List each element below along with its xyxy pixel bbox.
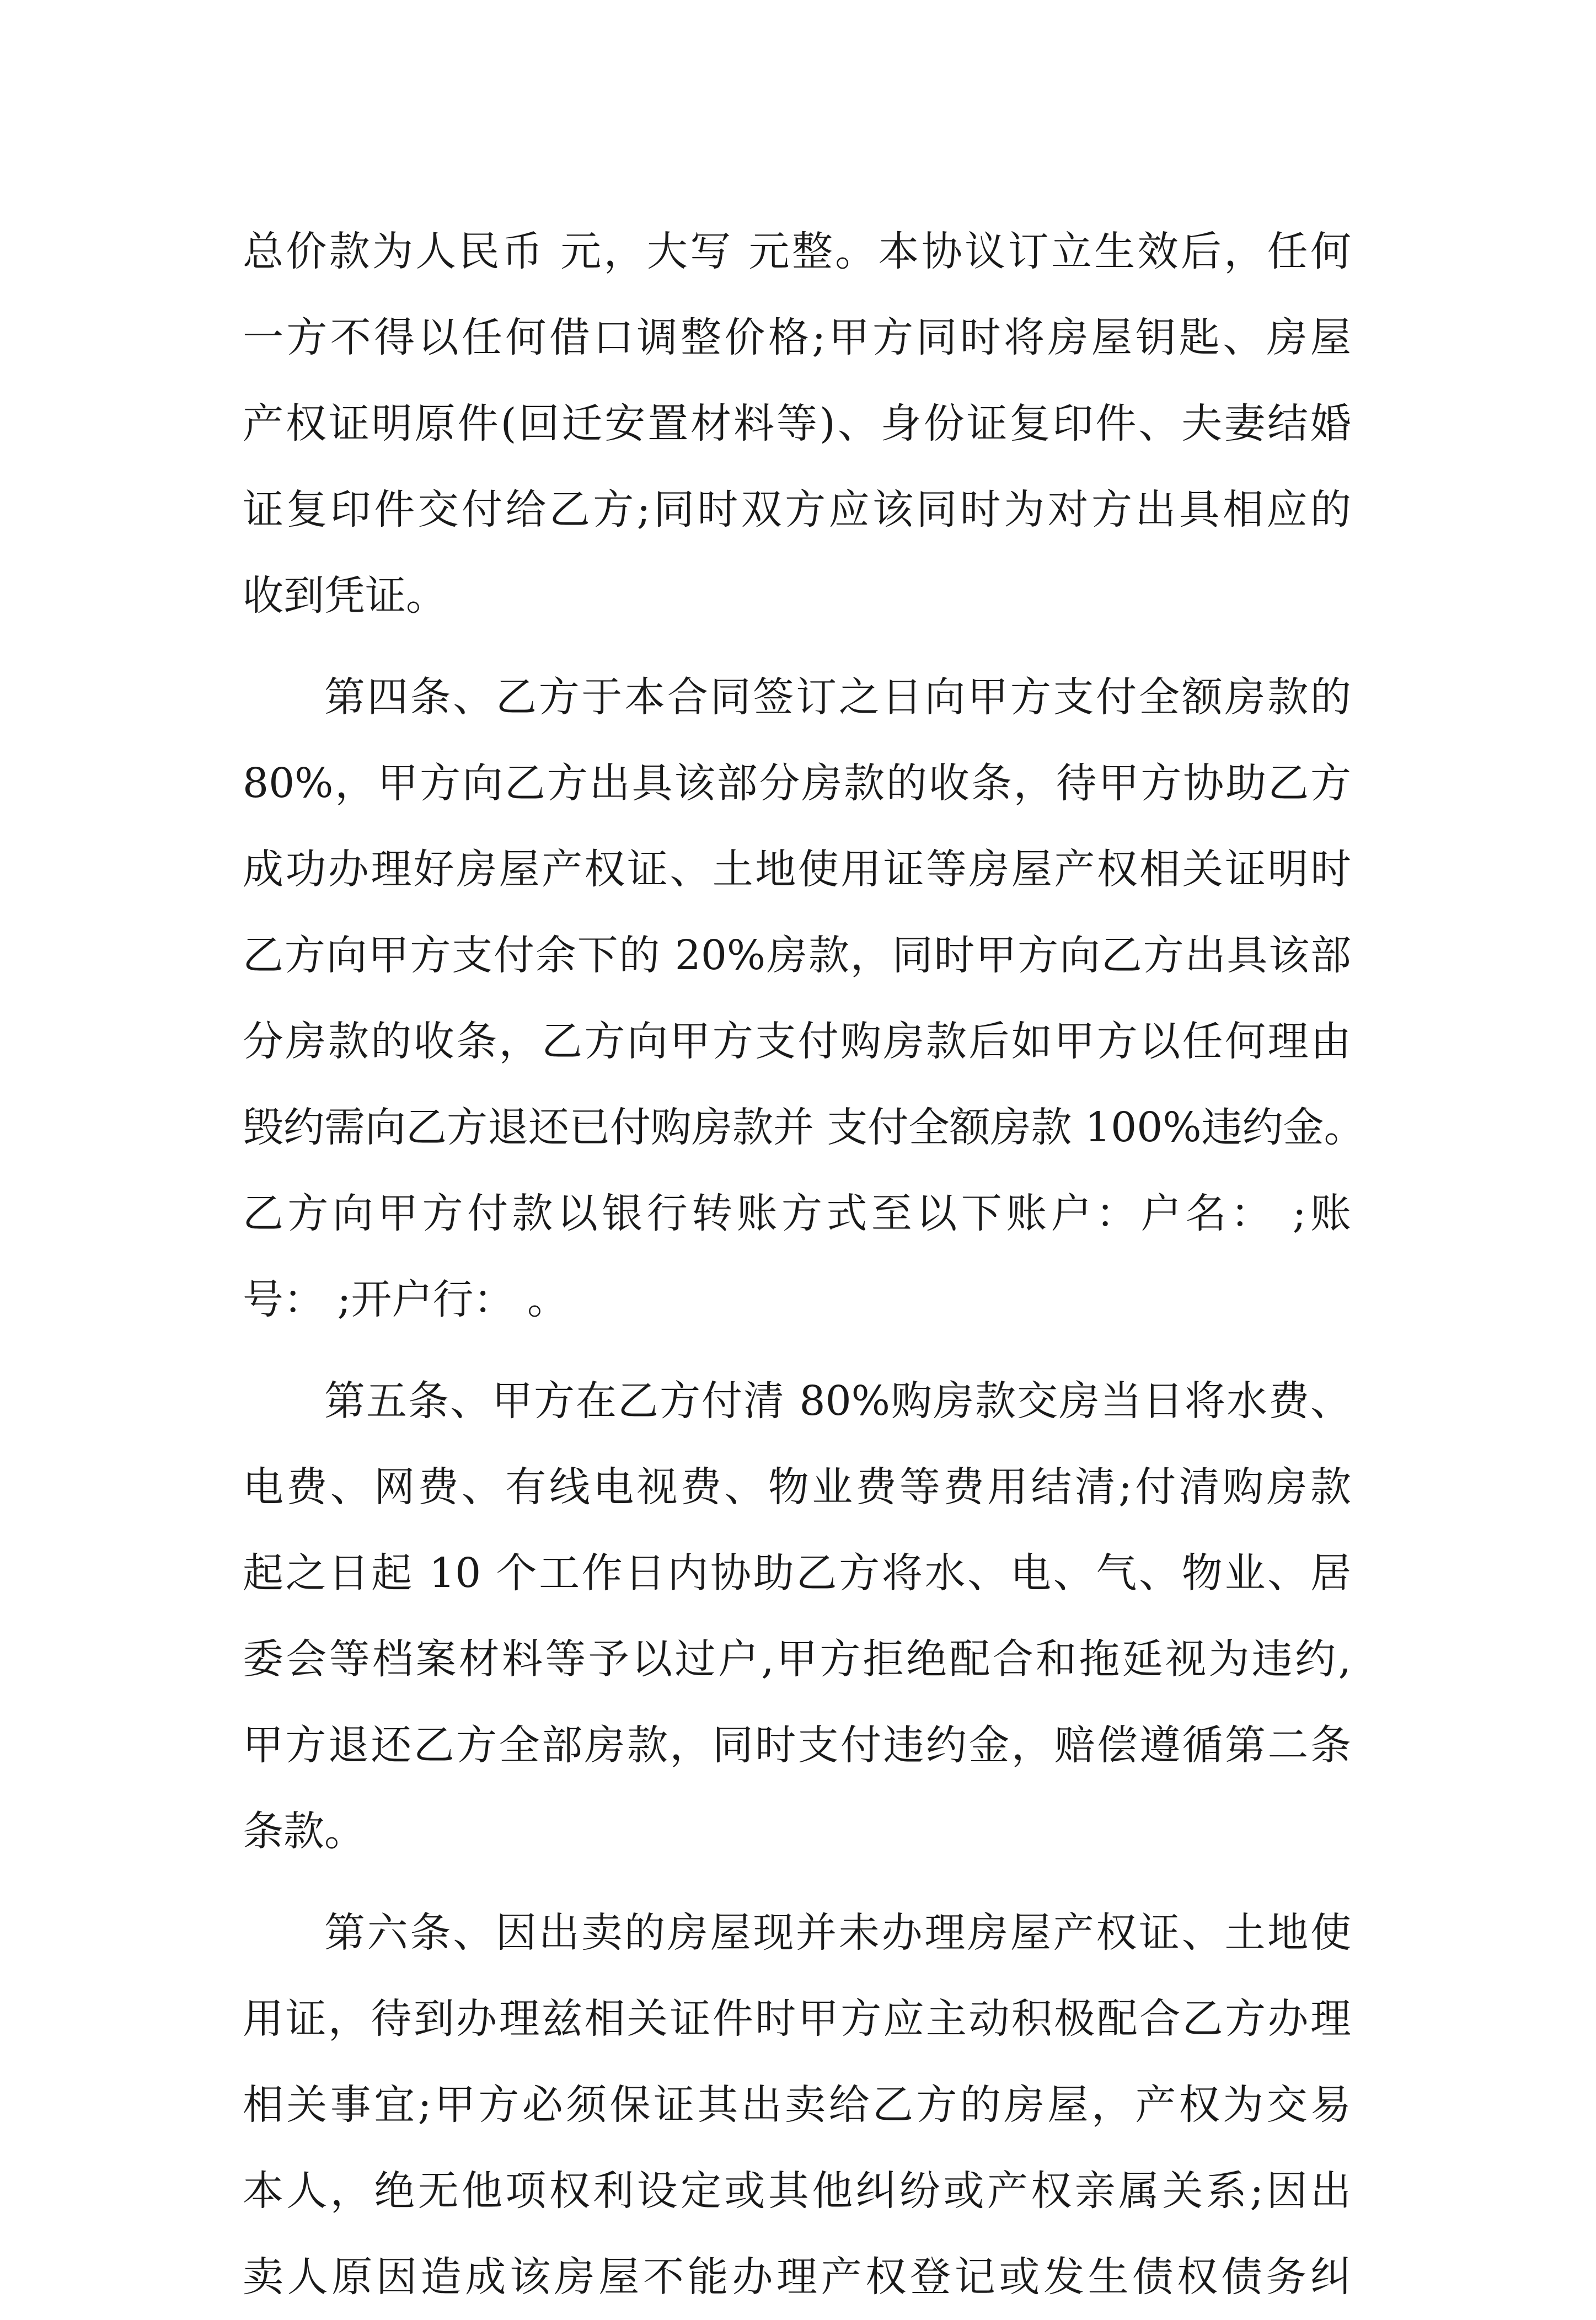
text-line: 电费、网费、有线电视费、物业费等费用结清;付清购房款 (243, 1463, 1351, 1511)
text-line: 第四条、乙方于本合同签订之日向甲方支付全额房款的 (324, 673, 1351, 721)
text-line: 号： ;开户行： 。 (243, 1276, 568, 1323)
text-line: 总价款为人民币 元，大写 元整。本协议订立生效后，任何 (243, 228, 1351, 275)
paragraph (243, 654, 1365, 1343)
paragraph-gap (243, 1874, 1351, 1890)
text-line: 条款。 (243, 1808, 365, 1855)
text-line: 分房款的收条，乙方向甲方支付购房款后如甲方以任何理由 (243, 1018, 1351, 1065)
text-line: 一方不得以任何借口调整价格;甲方同时将房屋钥匙、房屋 (243, 314, 1351, 361)
text-line: 80%，甲方向乙方出具该部分房款的收条，待甲方协助乙方 (243, 760, 1351, 807)
text-line: 相关事宜;甲方必须保证其出卖给乙方的房屋，产权为交易 (243, 2081, 1351, 2129)
paragraph (243, 1890, 1351, 2320)
paragraph (243, 1358, 1351, 1874)
text-line: 本人，绝无他项权利设定或其他纠纷或产权亲属关系;因出 (243, 2167, 1351, 2215)
text-line: 乙方向甲方支付余下的 20%房款，同时甲方向乙方出具该部 (243, 932, 1351, 979)
paragraph (243, 209, 1351, 639)
text-line: 证复印件交付给乙方;同时双方应该同时为对方出具相应的 (243, 486, 1351, 533)
text-line: 成功办理好房屋产权证、土地使用证等房屋产权相关证明时 (243, 846, 1351, 893)
text-line: 第六条、因出卖的房屋现并未办理房屋产权证、土地使 (324, 1909, 1351, 1957)
text-line: 乙方向甲方付款以银行转账方式至以下账户：户名： ;账 (243, 1190, 1351, 1237)
text-line: 用证，待到办理兹相关证件时甲方应主动积极配合乙方办理 (243, 1995, 1351, 2043)
text-line: 甲方退还乙方全部房款，同时支付违约金，赔偿遵循第二条 (243, 1722, 1351, 1769)
text-line: 产权证明原件(回迁安置材料等)、身份证复印件、夫妻结婚 (243, 400, 1351, 447)
paragraph-gap (243, 1343, 1351, 1358)
text-line: 第五条、甲方在乙方付清 80%购房款交房当日将水费、 (324, 1377, 1351, 1425)
text-line: 起之日起 10 个工作日内协助乙方将水、电、气、物业、居 (243, 1549, 1351, 1597)
text-line: 委会等档案材料等予以过户,甲方拒绝配合和拖延视为违约, (243, 1635, 1351, 1683)
text-line: 卖人原因造成该房屋不能办理产权登记或发生债权债务纠 (243, 2253, 1351, 2301)
text-line: 收到凭证。 (243, 572, 447, 619)
document-body (243, 209, 1365, 2320)
paragraph-gap (243, 639, 1351, 654)
text-line: 毁约需向乙方退还已付购房款并 支付全额房款 100%违约金。 (243, 1104, 1365, 1151)
